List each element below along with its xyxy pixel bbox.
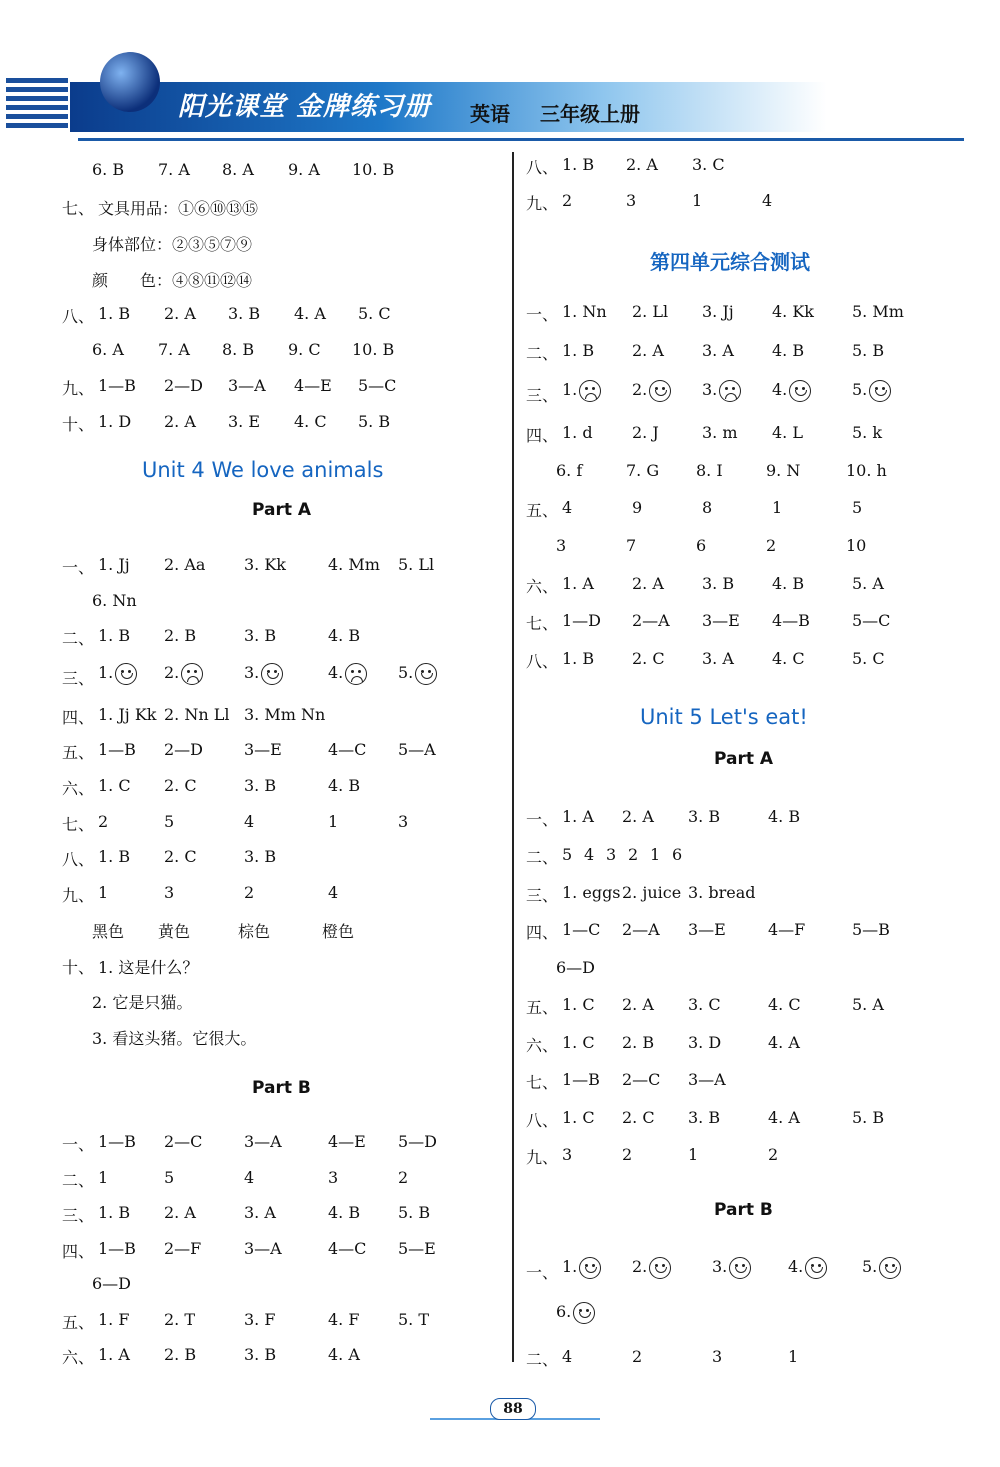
answer-item: 2. A <box>164 412 196 431</box>
answer-item: 1. Jj <box>98 555 130 574</box>
answer-item: 4. C <box>294 412 327 431</box>
answer-item: 3. E <box>228 412 261 431</box>
question-number: 九、 <box>526 1148 559 1167</box>
answer-item: 2 <box>398 1168 409 1187</box>
question-number: 八、 <box>526 652 559 671</box>
answer-item: 黑色 <box>92 922 125 941</box>
grade-label: 三年级上册 <box>540 102 640 126</box>
answer-item: 3. A <box>702 649 734 668</box>
answer-item: 4—C <box>328 740 367 759</box>
answer-item: 2 <box>244 883 255 902</box>
answer-item: 5 <box>852 498 863 517</box>
answer-item: 3. F <box>244 1310 276 1329</box>
answer-item: 3. bread <box>688 883 756 902</box>
answer-item: 4. L <box>772 423 803 442</box>
happy-face-icon <box>789 380 811 402</box>
answer-item: 7. G <box>626 461 660 480</box>
answer-item: 1. A <box>562 807 594 826</box>
answer-item: 2. C <box>622 1108 655 1127</box>
face-answer: 1. <box>562 1257 577 1276</box>
happy-face-icon <box>261 663 283 685</box>
answer-item: 1. eggs <box>562 883 621 902</box>
answer-item: 1 <box>328 812 339 831</box>
answer-item: 1 <box>650 845 661 864</box>
question-number: 一、 <box>526 810 559 829</box>
answer-item: 3. Kk <box>244 555 286 574</box>
answer-item: 2. C <box>164 776 197 795</box>
column-divider <box>512 152 514 1362</box>
unit5-title: Unit 5 Let's eat! <box>640 705 808 729</box>
answer-item: 2. Ll <box>632 302 669 321</box>
answer-item: 1. F <box>98 1310 130 1329</box>
answer-item: 3. B <box>688 1108 721 1127</box>
answer-item: 1. C <box>562 1033 595 1052</box>
answer-item: 9 <box>632 498 643 517</box>
answer-item: 5. B <box>852 341 885 360</box>
answer-item: 1—C <box>562 920 601 939</box>
answer-item: 2. C <box>164 847 197 866</box>
page-footer <box>430 1390 600 1430</box>
face-answer: 2. <box>164 663 179 682</box>
answer-item: 8. I <box>696 461 723 480</box>
answer-item: 3 <box>164 883 175 902</box>
answer-item: 2. Nn Ll <box>164 705 230 724</box>
answer-item: 6. Nn <box>92 591 137 610</box>
answer-item: 6—D <box>556 958 596 977</box>
answer-item: 5—D <box>398 1132 438 1151</box>
question-number: 七、 <box>62 199 95 218</box>
answer-item: 3. B <box>244 776 277 795</box>
answer-item: 2. juice <box>622 883 682 902</box>
answer-item: 1—B <box>98 740 136 759</box>
answer-item: 2 <box>562 191 573 210</box>
part-b-heading: Part B <box>252 1078 311 1098</box>
answer-item: 3. B <box>228 304 261 323</box>
answer-item: 黄色 <box>158 922 191 941</box>
answer-item: 3. D <box>688 1033 722 1052</box>
answer-item: 3 <box>606 845 617 864</box>
question-number: 一、 <box>62 1135 95 1154</box>
question-number: 六、 <box>62 1348 95 1367</box>
answer-item: 6. f <box>556 461 583 480</box>
answer-item: 10. h <box>846 461 887 480</box>
question-number: 六、 <box>526 577 559 596</box>
answer-item: 5. k <box>852 423 883 442</box>
answer-item: 4. A <box>768 1033 800 1052</box>
answer-item: 8 <box>702 498 713 517</box>
sad-face-icon <box>345 663 367 685</box>
answer-item: 3 <box>556 536 567 555</box>
question-number: 四、 <box>62 708 95 727</box>
answer-item: 1. B <box>98 304 131 323</box>
answer-item: 10. B <box>352 160 395 179</box>
answer-item: 5 <box>164 812 175 831</box>
answer-item: 2—D <box>164 740 204 759</box>
answer-item: 4. B <box>328 1203 361 1222</box>
unit4-title: Unit 4 We love animals <box>142 458 384 482</box>
answer-text: 颜 色：④⑧⑪⑫⑭ <box>92 271 253 290</box>
answer-item: 4. A <box>768 1108 800 1127</box>
answer-item: 2—C <box>164 1132 203 1151</box>
face-answer: 3. <box>244 663 259 682</box>
question-number: 十、 <box>62 958 95 977</box>
answer-item: 4. B <box>772 574 805 593</box>
answer-item: 1 <box>788 1347 799 1366</box>
answer-item: 1 <box>98 883 109 902</box>
face-answer: 4. <box>788 1257 803 1276</box>
answer-item: 5. C <box>358 304 391 323</box>
answer-item: 3. B <box>688 807 721 826</box>
answer-item: 8. B <box>222 340 255 359</box>
subject-label: 英语 <box>470 102 510 126</box>
answer-item: 10 <box>846 536 867 555</box>
answer-item: 7. A <box>158 160 190 179</box>
question-number: 四、 <box>62 1242 95 1261</box>
answer-item: 2 <box>768 1145 779 1164</box>
answer-item: 5—A <box>398 740 436 759</box>
answer-item: 1. B <box>98 847 131 866</box>
face-answer: 5. <box>398 663 413 682</box>
answer-item: 1. Jj Kk <box>98 705 157 724</box>
unit4-test-title: 第四单元综合测试 <box>650 250 810 274</box>
question-number: 七、 <box>62 815 95 834</box>
answer-item: 5. Ll <box>398 555 435 574</box>
answer-item: 8. A <box>222 160 254 179</box>
question-number: 二、 <box>62 629 95 648</box>
answer-item: 4 <box>562 498 573 517</box>
answer-item: 3—E <box>688 920 726 939</box>
answer-item: 6. B <box>92 160 125 179</box>
answer-item: 4—F <box>768 920 806 939</box>
answer-item: 5—C <box>358 376 397 395</box>
answer-item: 1—B <box>562 1070 600 1089</box>
answer-item: 2—F <box>164 1239 202 1258</box>
answer-item: 5. B <box>852 1108 885 1127</box>
answer-item: 4. C <box>768 995 801 1014</box>
answer-item: 4—E <box>294 376 332 395</box>
answer-item: 2—A <box>622 920 660 939</box>
header-stripes <box>6 78 68 138</box>
answer-item: 3. Mm Nn <box>244 705 326 724</box>
answer-item: 7. A <box>158 340 190 359</box>
answer-item: 2—C <box>622 1070 661 1089</box>
question-number: 五、 <box>62 1313 95 1332</box>
answer-item: 橙色 <box>322 922 355 941</box>
answer-item: 4 <box>244 1168 255 1187</box>
part-a-heading: Part A <box>714 749 774 769</box>
answer-item: 3. B <box>702 574 735 593</box>
answer-item: 1. C <box>562 1108 595 1127</box>
answer-item: 4 <box>244 812 255 831</box>
answer-item: 4—B <box>772 611 810 630</box>
answer-item: 5. C <box>852 649 885 668</box>
face-answer: 1. <box>562 380 577 399</box>
answer-item: 2 <box>766 536 777 555</box>
answer-item: 4 <box>584 845 595 864</box>
question-number: 二、 <box>62 1171 95 1190</box>
answer-item: 1 <box>692 191 703 210</box>
happy-face-icon <box>805 1257 827 1279</box>
question-number: 八、 <box>526 1111 559 1130</box>
answer-item: 2. A <box>622 995 654 1014</box>
answer-item: 1. 这是什么？ <box>98 958 199 977</box>
answer-item: 3—A <box>244 1132 282 1151</box>
face-answer: 6. <box>556 1302 571 1321</box>
question-number: 七、 <box>526 1073 559 1092</box>
question-number: 九、 <box>62 886 95 905</box>
answer-item: 1—D <box>562 611 602 630</box>
answer-item: 4. B <box>328 626 361 645</box>
answer-item: 3. B <box>244 626 277 645</box>
answer-item: 5. B <box>358 412 391 431</box>
answer-item: 3. A <box>702 341 734 360</box>
answer-item: 3—A <box>688 1070 726 1089</box>
question-number: 四、 <box>526 426 559 445</box>
answer-item: 2. 它是只猫。 <box>92 993 193 1012</box>
answer-item: 4. F <box>328 1310 360 1329</box>
answer-item: 1. B <box>562 341 595 360</box>
answer-item: 1. B <box>562 155 595 174</box>
happy-face-icon <box>729 1257 751 1279</box>
question-number: 一、 <box>526 1263 559 1282</box>
face-answer: 3. <box>712 1257 727 1276</box>
face-answer: 3. <box>702 380 717 399</box>
answer-item: 2. A <box>164 1203 196 1222</box>
answer-item: 2 <box>628 845 639 864</box>
question-number: 一、 <box>62 558 95 577</box>
answer-item: 6—D <box>92 1274 132 1293</box>
answer-item: 2. A <box>626 155 658 174</box>
answer-item: 4. Kk <box>772 302 814 321</box>
question-number: 三、 <box>526 386 559 405</box>
face-answer: 2. <box>632 380 647 399</box>
answer-item: 1 <box>688 1145 699 1164</box>
happy-face-icon <box>879 1257 901 1279</box>
answer-item: 5 <box>164 1168 175 1187</box>
question-number: 三、 <box>62 669 95 688</box>
answer-item: 4—C <box>328 1239 367 1258</box>
header-underline <box>78 138 964 141</box>
answer-item: 4. B <box>768 807 801 826</box>
answer-item: 7 <box>626 536 637 555</box>
answer-item: 2. B <box>164 626 197 645</box>
answer-item: 1. D <box>98 412 132 431</box>
answer-item: 4. A <box>328 1345 360 1364</box>
face-answer: 1. <box>98 663 113 682</box>
question-number: 五、 <box>526 998 559 1017</box>
answer-item: 2. T <box>164 1310 196 1329</box>
answer-item: 5 <box>562 845 573 864</box>
answer-item: 2. B <box>622 1033 655 1052</box>
answer-item: 4 <box>762 191 773 210</box>
answer-item: 9. A <box>288 160 320 179</box>
answer-item: 4. B <box>328 776 361 795</box>
answer-item: 3 <box>562 1145 573 1164</box>
answer-item: 1. C <box>98 776 131 795</box>
happy-face-icon <box>649 1257 671 1279</box>
answer-item: 5—B <box>852 920 890 939</box>
question-number: 二、 <box>526 1350 559 1369</box>
question-number: 八、 <box>526 158 559 177</box>
answer-item: 3 <box>626 191 637 210</box>
answer-item: 3. 看这头猪。它很大。 <box>92 1029 257 1048</box>
page-header <box>0 60 1000 160</box>
answer-item: 3. B <box>244 1345 277 1364</box>
answer-item: 2. A <box>164 304 196 323</box>
face-answer: 2. <box>632 1257 647 1276</box>
question-number: 三、 <box>526 886 559 905</box>
answer-item: 1. B <box>562 649 595 668</box>
answer-item: 5. Mm <box>852 302 904 321</box>
answer-item: 2—A <box>632 611 670 630</box>
answer-item: 4 <box>562 1347 573 1366</box>
answer-item: 9. C <box>288 340 321 359</box>
happy-face-icon <box>115 663 137 685</box>
page-number: 88 <box>490 1398 536 1420</box>
answer-item: 1. B <box>98 1203 131 1222</box>
answer-item: 5—E <box>398 1239 436 1258</box>
answer-item: 1—B <box>98 1132 136 1151</box>
answer-item: 2. B <box>164 1345 197 1364</box>
question-number: 一、 <box>526 305 559 324</box>
answer-item: 5. T <box>398 1310 430 1329</box>
answer-item: 1. d <box>562 423 593 442</box>
series-title: 阳光课堂 金牌练习册 <box>178 92 432 122</box>
answer-item: 3. A <box>244 1203 276 1222</box>
answer-item: 4—E <box>328 1132 366 1151</box>
question-number: 五、 <box>62 743 95 762</box>
answer-item: 1 <box>98 1168 109 1187</box>
answer-item: 5. A <box>852 574 884 593</box>
answer-item: 3—E <box>702 611 740 630</box>
part-a-heading: Part A <box>252 500 312 520</box>
answer-item: 1. B <box>98 626 131 645</box>
answer-item: 6 <box>672 845 683 864</box>
face-answer: 5. <box>862 1257 877 1276</box>
sad-face-icon <box>579 380 601 402</box>
answer-item: 1—B <box>98 1239 136 1258</box>
answer-item: 2. Aa <box>164 555 206 574</box>
answer-item: 4. C <box>772 649 805 668</box>
answer-item: 3. C <box>688 995 721 1014</box>
answer-item: 3. Jj <box>702 302 734 321</box>
answer-item: 5. A <box>852 995 884 1014</box>
answer-item: 棕色 <box>238 922 271 941</box>
question-number: 六、 <box>526 1036 559 1055</box>
answer-item: 2. A <box>632 341 664 360</box>
answer-item: 3. C <box>692 155 725 174</box>
answer-item: 4. B <box>772 341 805 360</box>
happy-face-icon <box>573 1302 595 1324</box>
answer-item: 2. C <box>632 649 665 668</box>
question-number: 八、 <box>62 850 95 869</box>
question-number: 九、 <box>62 379 95 398</box>
answer-item: 2 <box>622 1145 633 1164</box>
answer-item: 4. Mm <box>328 555 380 574</box>
answer-item: 1. A <box>98 1345 130 1364</box>
face-answer: 4. <box>772 380 787 399</box>
answer-item: 1 <box>772 498 783 517</box>
happy-face-icon <box>415 663 437 685</box>
answer-text: 身体部位：②③⑤⑦⑨ <box>92 235 253 254</box>
question-number: 十、 <box>62 415 95 434</box>
sad-face-icon <box>181 663 203 685</box>
answer-item: 2 <box>98 812 109 831</box>
answer-item: 10. B <box>352 340 395 359</box>
answer-item: 1. Nn <box>562 302 607 321</box>
question-number: 八、 <box>62 307 95 326</box>
question-number: 三、 <box>62 1206 95 1225</box>
happy-face-icon <box>869 380 891 402</box>
question-number: 四、 <box>526 923 559 942</box>
question-number: 六、 <box>62 779 95 798</box>
face-answer: 5. <box>852 380 867 399</box>
answer-item: 2 <box>632 1347 643 1366</box>
answer-item: 3 <box>712 1347 723 1366</box>
answer-item: 5. B <box>398 1203 431 1222</box>
happy-face-icon <box>579 1257 601 1279</box>
answer-item: 9. N <box>766 461 801 480</box>
question-number: 七、 <box>526 614 559 633</box>
answer-text: 文具用品：①⑥⑩⑬⑮ <box>98 199 259 218</box>
question-number: 二、 <box>526 848 559 867</box>
answer-item: 3 <box>398 812 409 831</box>
sad-face-icon <box>719 380 741 402</box>
answer-item: 4. A <box>294 304 326 323</box>
answer-item: 5—C <box>852 611 891 630</box>
answer-item: 6 <box>696 536 707 555</box>
answer-item: 3—E <box>244 740 282 759</box>
answer-item: 1. C <box>562 995 595 1014</box>
question-number: 九、 <box>526 194 559 213</box>
answer-item: 3. B <box>244 847 277 866</box>
question-number: 二、 <box>526 344 559 363</box>
answer-item: 2—D <box>164 376 204 395</box>
happy-face-icon <box>649 380 671 402</box>
answer-item: 2. A <box>632 574 664 593</box>
answer-item: 3 <box>328 1168 339 1187</box>
answer-item: 2. J <box>632 423 659 442</box>
answer-item: 1. A <box>562 574 594 593</box>
part-b-heading: Part B <box>714 1200 773 1220</box>
face-answer: 4. <box>328 663 343 682</box>
globe-icon <box>100 52 160 112</box>
answer-item: 4 <box>328 883 339 902</box>
answer-item: 3. m <box>702 423 738 442</box>
answer-item: 3—A <box>228 376 266 395</box>
answer-item: 1—B <box>98 376 136 395</box>
answer-item: 3—A <box>244 1239 282 1258</box>
question-number: 五、 <box>526 501 559 520</box>
answer-item: 2. A <box>622 807 654 826</box>
answer-item: 6. A <box>92 340 124 359</box>
